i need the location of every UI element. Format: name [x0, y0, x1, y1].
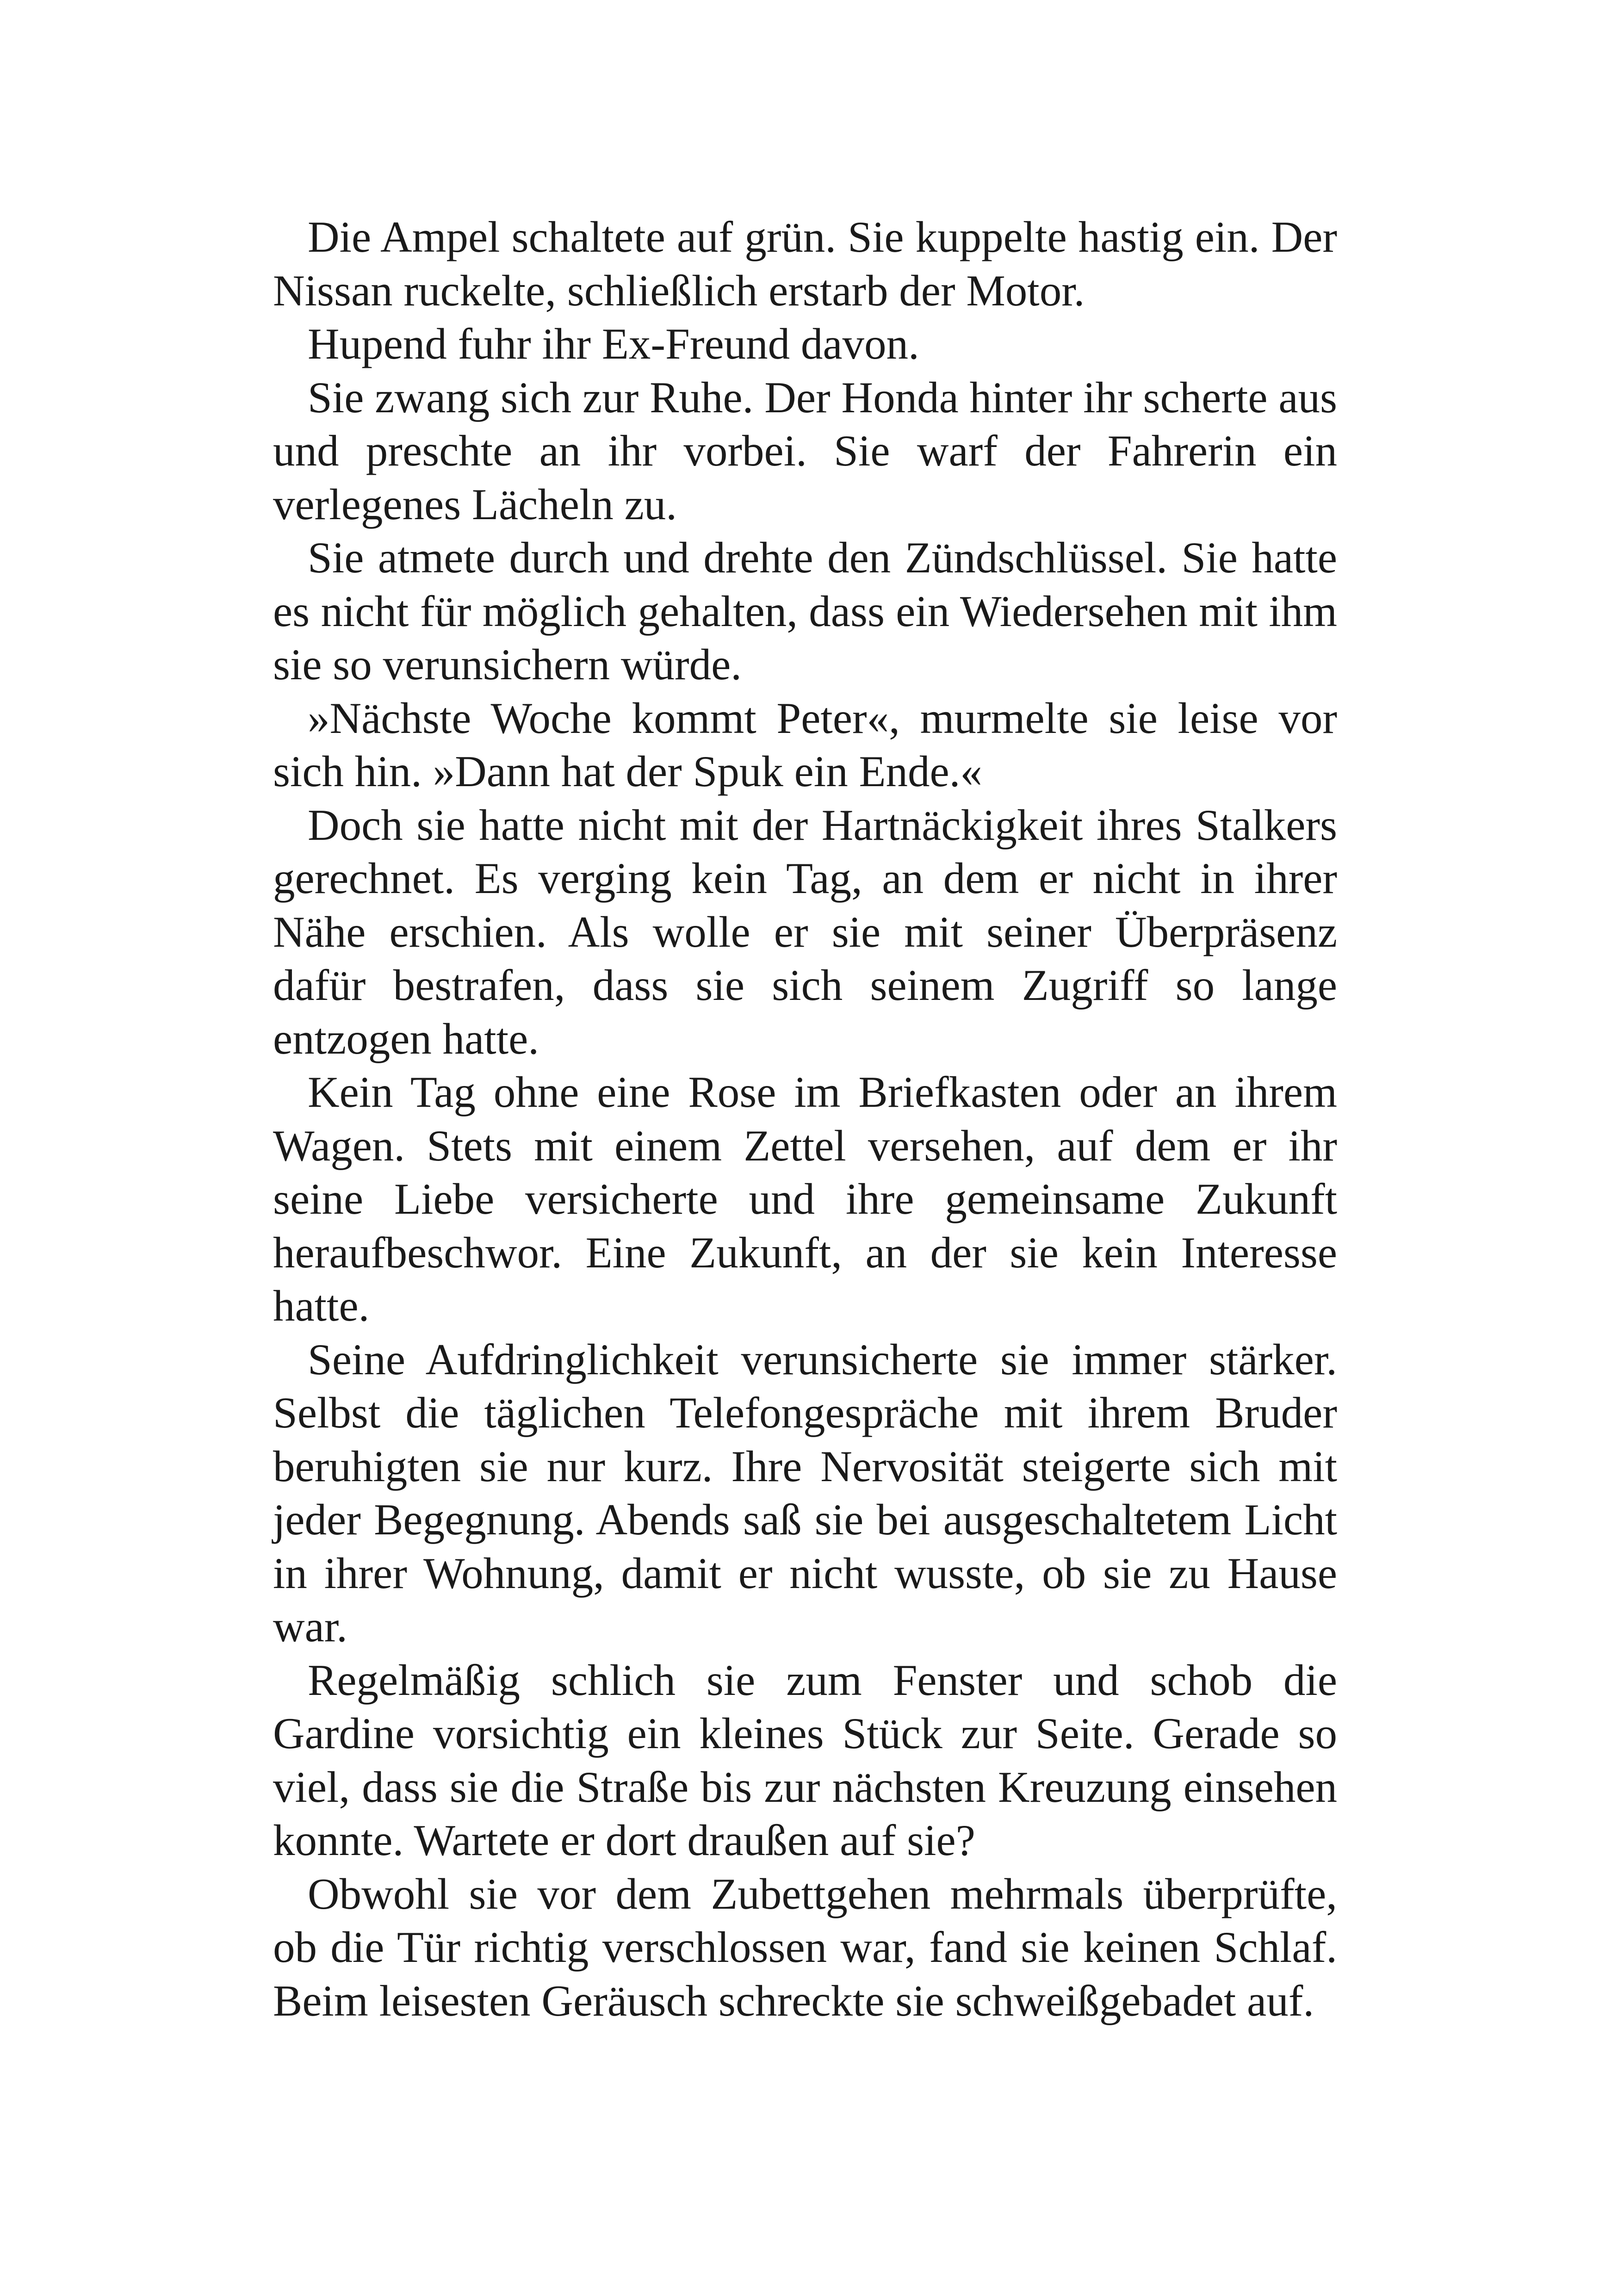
paragraph: Doch sie hatte nicht mit der Hartnäckigkeit ihres Stalkers gerechnet. Es verging kein Tag, an dem er nicht in ihrer Nähe erschien. Als wolle er sie mit seiner Überpräsenz dafür bestrafen, dass sie sich seinem Zugriff so lange entzogen hatte. — [273, 800, 1337, 1063]
paragraph: Kein Tag ohne eine Rose im Briefkasten oder an ihrem Wagen. Stets mit einem Zettel versehen, auf dem er ihr seine Liebe versicherte und ihre gemeinsame Zukunft heraufbeschwor. Eine Zukunft, an der sie kein Interesse hatte. — [273, 1067, 1337, 1330]
paragraph: Sie atmete durch und drehte den Zündschlüssel. Sie hatte es nicht für möglich gehalten, dass ein Wiedersehen mit ihm sie so verunsichern würde. — [273, 533, 1337, 689]
paragraph: Regelmäßig schlich sie zum Fenster und schob die Gardine vorsichtig ein kleines Stück zur Seite. Gerade so viel, dass sie die Straße bis zur nächsten Kreuzung einsehen konnte. Wartete er dort draußen auf sie? — [273, 1655, 1337, 1865]
body-text — [273, 211, 1337, 2028]
paragraph: Obwohl sie vor dem Zubettgehen mehrmals überprüfte, ob die Tür richtig verschlossen war, fand sie keinen Schlaf. Beim leisesten Geräusch schreckte sie schweißgebadet auf. — [273, 1869, 1337, 2025]
paragraph: Seine Aufdringlichkeit verunsicherte sie immer stärker. Selbst die täglichen Telefongespräche mit ihrem Bruder beruhigten sie nur kurz. Ihre Nervosität steigerte sich mit jeder Begegnung. Abends saß sie bei ausgeschaltetem Licht in ihrer Wohnung, damit er nicht wusste, ob sie zu Hause war. — [273, 1334, 1337, 1651]
paragraph: Sie zwang sich zur Ruhe. Der Honda hinter ihr scherte aus und preschte an ihr vorbei. Sie warf der Fahrerin ein verlegenes Lächeln zu. — [273, 372, 1337, 529]
paragraph: Hupend fuhr ihr Ex-Freund davon. — [308, 319, 919, 368]
paragraph: »Nächste Woche kommt Peter«, murmelte sie leise vor sich hin. »Dann hat der Spuk ein Ende.« — [273, 693, 1337, 796]
paragraph: Die Ampel schaltete auf grün. Sie kuppelte hastig ein. Der Nissan ruckelte, schließlich erstarb der Motor. — [273, 212, 1337, 315]
